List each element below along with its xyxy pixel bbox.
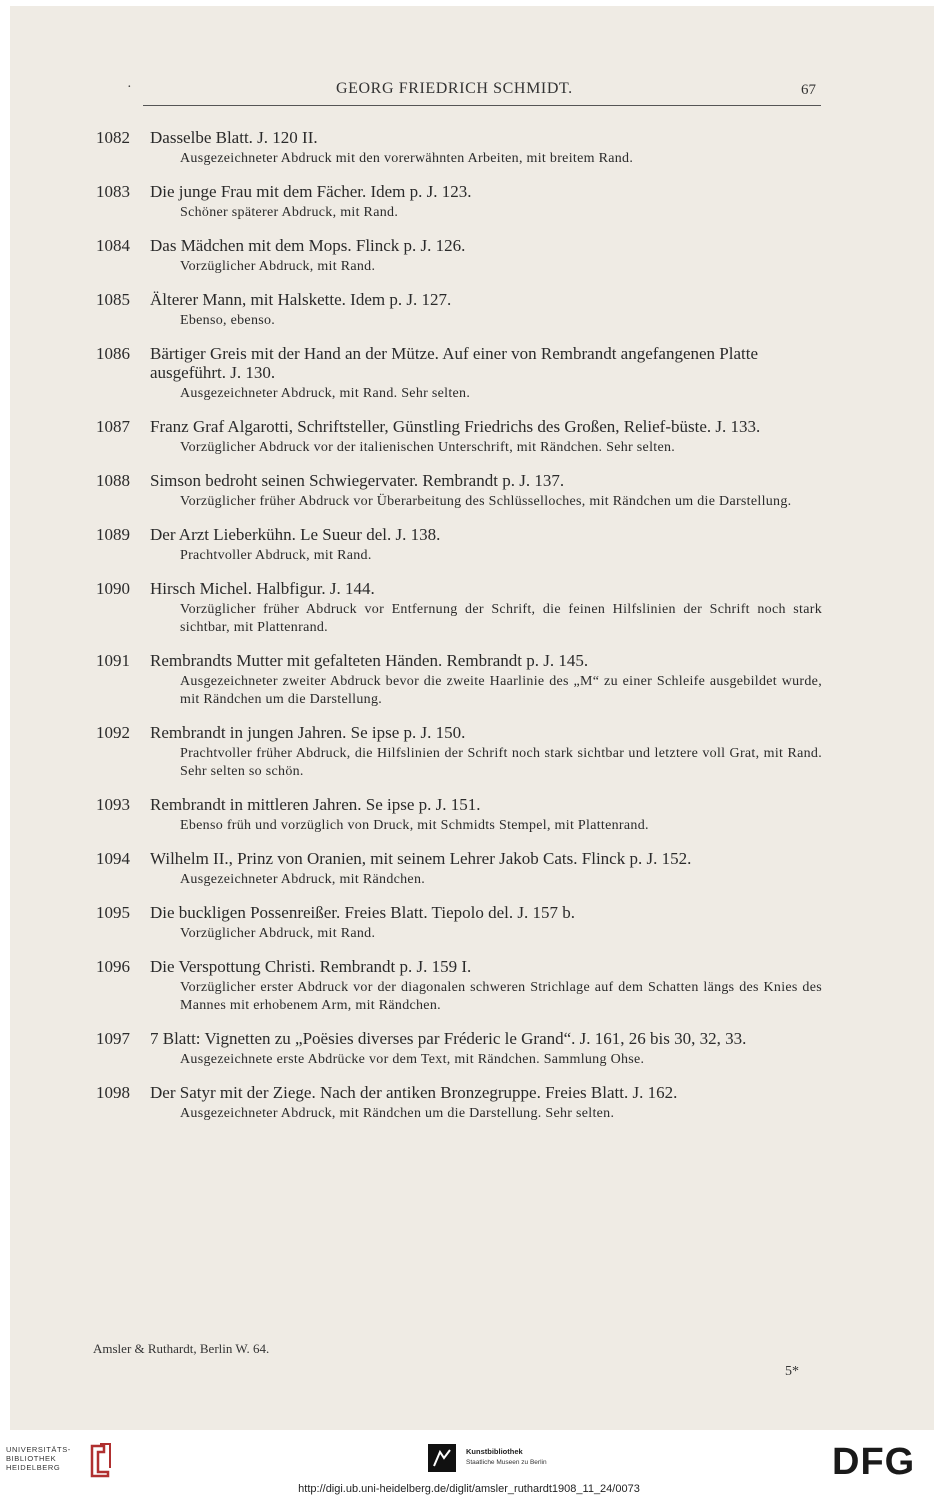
ub-heidelberg-label [6, 1445, 71, 1472]
catalogue-entry [96, 417, 822, 457]
entry-number: 1092 [96, 723, 130, 742]
catalogue-entry [96, 471, 822, 511]
entry-title: 7 Blatt: Vignetten zu „Poësies diverses par Fréderic le Grand“. J. 161, 26 bis 30, 32, 33. [150, 1029, 747, 1048]
entry-number: 1090 [96, 579, 130, 598]
entry-title: Wilhelm II., Prinz von Oranien, mit seinem Lehrer Jakob Cats. Flinck p. J. 152. [150, 849, 692, 868]
header-rule [143, 105, 821, 106]
source-url-link[interactable]: http://digi.ub.uni-heidelberg.de/diglit/amsler_ruthardt1908_11_24/0073 [298, 1483, 640, 1495]
catalogue-entry [96, 849, 822, 889]
catalogue-entry [96, 290, 822, 330]
entry-title: Die junge Frau mit dem Fächer. Idem p. J. 123. [150, 182, 472, 201]
entry-title: Franz Graf Algarotti, Schriftsteller, Günstling Friedrichs des Großen, Relief-büste. J. 133. [150, 417, 761, 436]
entry-note: Vorzüglicher Abdruck, mit Rand. [180, 259, 376, 274]
entry-note: Schöner späterer Abdruck, mit Rand. [180, 205, 399, 220]
catalogue-entry [96, 903, 822, 943]
catalogue-entry [96, 957, 822, 1015]
entry-note: Ausgezeichneter Abdruck, mit Rändchen. [180, 872, 426, 887]
catalogue-entry [96, 1083, 822, 1123]
entry-title: Der Arzt Lieberkühn. Le Sueur del. J. 138. [150, 525, 441, 544]
ub-heidelberg-logo-icon [88, 1442, 114, 1478]
entry-note: Prachtvoller früher Abdruck, die Hilfslinien der Schrift noch stark sichtbar und letztere voll Grat, mit Rand. Sehr selten so schön. [180, 746, 822, 779]
ub-line: HEIDELBERG [6, 1463, 61, 1472]
kunstbibliothek-name: Kunstbibliothek [466, 1447, 523, 1456]
catalogue-entry [96, 236, 822, 276]
entry-number: 1084 [96, 236, 130, 255]
entry-number: 1086 [96, 344, 130, 363]
entry-number: 1088 [96, 471, 130, 490]
entry-number: 1096 [96, 957, 130, 976]
catalogue-entry [96, 344, 822, 403]
entry-title: Rembrandt in jungen Jahren. Se ipse p. J. 150. [150, 723, 466, 742]
entry-title: Rembrandt in mittleren Jahren. Se ipse p. J. 151. [150, 795, 481, 814]
publisher-imprint: Amsler & Ruthardt, Berlin W. 64. [93, 1341, 270, 1356]
entry-note: Ebenso früh und vorzüglich von Druck, mit Schmidts Stempel, mit Plattenrand. [180, 818, 649, 833]
entry-title: Dasselbe Blatt. J. 120 II. [150, 128, 318, 147]
kunstbibliothek-logo-icon [428, 1444, 456, 1472]
entry-note: Prachtvoller Abdruck, mit Rand. [180, 548, 372, 563]
entry-number: 1095 [96, 903, 130, 922]
entry-number: 1093 [96, 795, 130, 814]
entry-title: Das Mädchen mit dem Mops. Flinck p. J. 126. [150, 236, 466, 255]
entry-title: Hirsch Michel. Halbfigur. J. 144. [150, 579, 375, 598]
entry-number: 1097 [96, 1029, 130, 1048]
entry-number: 1083 [96, 182, 130, 201]
entry-title: Der Satyr mit der Ziege. Nach der antiken Bronzegruppe. Freies Blatt. J. 162. [150, 1083, 678, 1102]
entry-note: Vorzüglicher Abdruck vor der italienischen Unterschrift, mit Rändchen. Sehr selten. [180, 440, 676, 455]
entry-number: 1085 [96, 290, 130, 309]
kunstbibliothek-subtitle: Staatliche Museen zu Berlin [466, 1459, 547, 1466]
catalogue-entry [96, 182, 822, 222]
ub-line: UNIVERSITÄTS- [6, 1445, 71, 1454]
entry-note: Ebenso, ebenso. [180, 313, 276, 328]
catalogue-entries [96, 128, 822, 1123]
entry-note: Ausgezeichneter Abdruck mit den vorerwähnten Arbeiten, mit breitem Rand. [180, 151, 634, 166]
entry-title: Älterer Mann, mit Halskette. Idem p. J. 127. [150, 290, 452, 309]
ub-line: BIBLIOTHEK [6, 1454, 57, 1463]
dfg-logo: DFG [832, 1441, 916, 1483]
entry-note: Vorzüglicher früher Abdruck vor Entfernung der Schrift, die feinen Hilfslinien der Schrift noch stark sichtbar, mit Plattenrand. [180, 602, 822, 635]
entry-title: Die buckligen Possenreißer. Freies Blatt. Tiepolo del. J. 157 b. [150, 903, 575, 922]
entry-note: Ausgezeichneter Abdruck, mit Rändchen um die Darstellung. Sehr selten. [180, 1106, 615, 1121]
entry-note: Ausgezeichnete erste Abdrücke vor dem Text, mit Rändchen. Sammlung Ohse. [180, 1052, 645, 1067]
page-number: 67 [801, 82, 816, 98]
entry-number: 1094 [96, 849, 130, 868]
catalogue-entry [96, 128, 822, 168]
entry-title: Rembrandts Mutter mit gefalteten Händen. Rembrandt p. J. 145. [150, 651, 589, 670]
entry-number: 1091 [96, 651, 130, 670]
entry-number: 1098 [96, 1083, 130, 1102]
header-mark: · [127, 80, 132, 95]
entry-note: Ausgezeichneter zweiter Abdruck bevor die zweite Haarlinie des „M“ zu einer Schleife ausgebildet wurde, mit Rändchen um die Darstellung. [180, 674, 822, 707]
entry-title: Simson bedroht seinen Schwiegervater. Rembrandt p. J. 137. [150, 471, 565, 490]
catalogue-entry [96, 525, 822, 565]
catalogue-entry [96, 723, 822, 781]
entry-title: Bärtiger Greis mit der Hand an der Mütze. Auf einer von Rembrandt angefangenen Platte ausgeführt. J. 130. [150, 344, 759, 382]
catalogue-entry [96, 579, 822, 637]
entry-note: Vorzüglicher Abdruck, mit Rand. [180, 926, 376, 941]
entry-number: 1082 [96, 128, 130, 147]
entry-note: Vorzüglicher erster Abdruck vor der diagonalen schweren Strichlage auf dem Schatten längs des Knies des Mannes mit erhobenem Arm, mit Rändchen. [180, 980, 822, 1013]
catalogue-entry [96, 1029, 822, 1069]
entry-number: 1089 [96, 525, 130, 544]
catalogue-entry [96, 651, 822, 709]
signature-mark: 5* [785, 1364, 799, 1379]
entry-number: 1087 [96, 417, 130, 436]
running-title: GEORG FRIEDRICH SCHMIDT. [336, 80, 573, 97]
entry-note: Vorzüglicher früher Abdruck vor Überarbeitung des Schlüsselloches, mit Rändchen um die Darstellung. [180, 494, 792, 509]
entry-note: Ausgezeichneter Abdruck, mit Rand. Sehr selten. [180, 386, 471, 401]
entry-title: Die Verspottung Christi. Rembrandt p. J. 159 I. [150, 957, 472, 976]
catalogue-entry [96, 795, 822, 835]
